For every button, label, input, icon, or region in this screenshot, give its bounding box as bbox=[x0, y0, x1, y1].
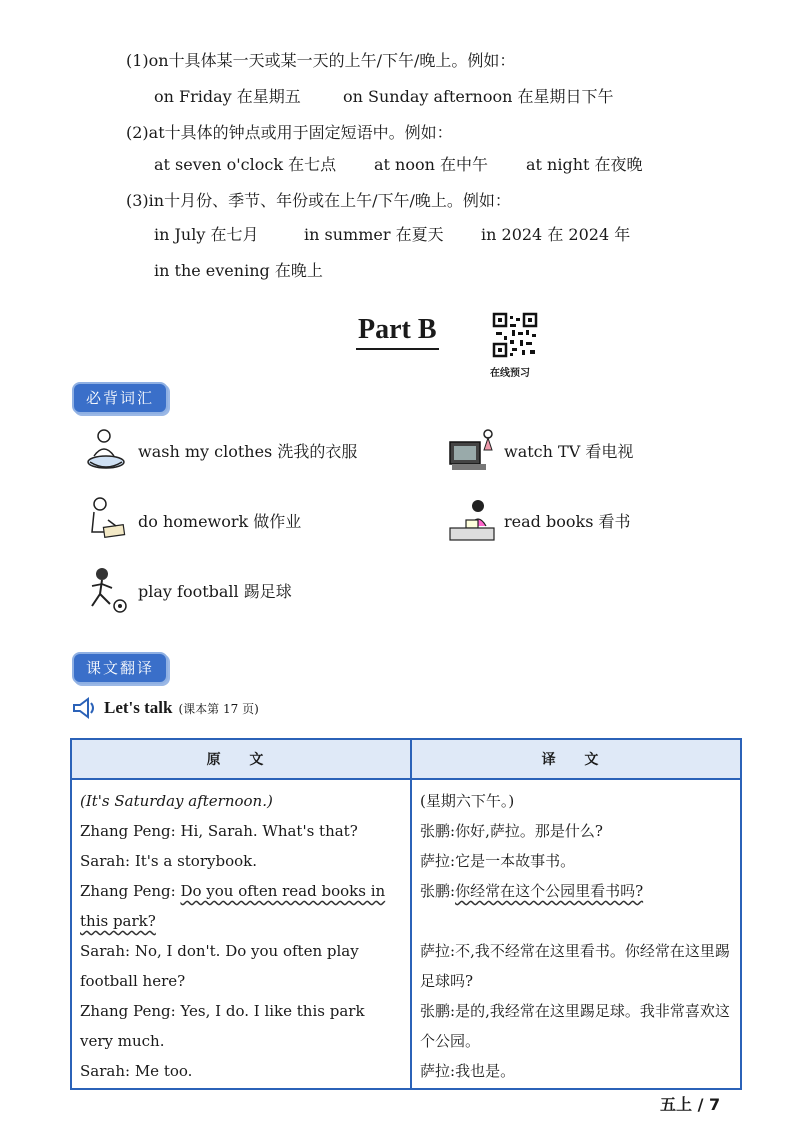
table-row bbox=[71, 996, 741, 1056]
rule-2-example: at night 在夜晚 bbox=[526, 155, 643, 174]
speaker: Zhang Peng: bbox=[80, 882, 176, 900]
table-row bbox=[71, 816, 741, 846]
speaker: Zhang Peng: bbox=[80, 1002, 176, 1020]
translation-table bbox=[70, 738, 742, 1090]
vocab-text: watch TV 看电视 bbox=[504, 441, 634, 461]
zh-line: 你经常在这个公园里看书吗? bbox=[455, 882, 644, 900]
football-icon bbox=[82, 566, 130, 614]
speaker: 萨拉: bbox=[420, 852, 456, 870]
speaker: 张鹏: bbox=[420, 822, 456, 840]
reading-icon bbox=[448, 496, 496, 544]
talk-ref: (课本第 17 页) bbox=[178, 701, 259, 716]
vocab-text: wash my clothes 洗我的衣服 bbox=[138, 441, 358, 461]
part-title: Part B bbox=[356, 316, 439, 350]
table-row bbox=[71, 846, 741, 876]
rule-2-example: at noon 在中午 bbox=[374, 155, 489, 174]
table-row bbox=[71, 1056, 741, 1089]
rule-1-example: on Friday 在星期五 bbox=[154, 87, 301, 106]
header-translation: 译 文 bbox=[411, 739, 741, 779]
en-line: Do you often read books in this park? bbox=[80, 882, 386, 930]
rule-3-example: in the evening 在晚上 bbox=[154, 261, 323, 280]
table-row bbox=[71, 876, 741, 936]
speaker: Sarah: bbox=[80, 1062, 131, 1080]
qr-code-icon[interactable] bbox=[492, 312, 538, 358]
vocab-item bbox=[448, 426, 633, 474]
vocab-item bbox=[448, 496, 631, 544]
rule-3-example: in summer 在夏天 bbox=[304, 225, 444, 244]
speaker: Sarah: bbox=[80, 942, 131, 960]
table-row bbox=[71, 936, 741, 996]
rule-2-text: (2)at十具体的钟点或用于固定短语中。例如： bbox=[126, 123, 453, 142]
vocab-text: do homework 做作业 bbox=[138, 511, 302, 531]
talk-heading bbox=[72, 697, 259, 719]
table-row bbox=[71, 779, 741, 816]
vocab-text: read books 看书 bbox=[504, 511, 631, 531]
zh-line: 不,我不经常在这里看书。你经常在这里踢足球吗? bbox=[420, 942, 730, 990]
en-line: Yes, I do. I like this park very much. bbox=[80, 1002, 365, 1050]
talk-title: Let's talk bbox=[104, 698, 173, 717]
header-original: 原 文 bbox=[71, 739, 411, 779]
vocab-text: play football 踢足球 bbox=[138, 581, 292, 601]
zh-line: (星期六下午。) bbox=[420, 792, 515, 810]
zh-line: 是的,我经常在这里踢足球。我非常喜欢这个公园。 bbox=[420, 1002, 730, 1050]
vocab-item bbox=[82, 426, 357, 474]
rule-2-example: at seven o'clock 在七点 bbox=[154, 155, 337, 174]
vocab-item bbox=[82, 566, 292, 614]
vocab-badge: 必背词汇 bbox=[72, 382, 168, 414]
qr-label: 在线预习 bbox=[490, 368, 530, 379]
translation-badge: 课文翻译 bbox=[72, 652, 168, 684]
tv-icon bbox=[448, 426, 496, 474]
homework-icon bbox=[82, 496, 130, 544]
en-line: No, I don't. Do you often play football here? bbox=[80, 942, 359, 990]
rule-1-text: (1)on十具体某一天或某一天的上午/下午/晚上。例如： bbox=[126, 51, 516, 70]
speaker: 萨拉: bbox=[420, 1062, 456, 1080]
speaker: 萨拉: bbox=[420, 942, 456, 960]
rule-3-example: in July 在七月 bbox=[154, 225, 259, 244]
vocab-item bbox=[82, 496, 301, 544]
rule-3-example: in 2024 在 2024 年 bbox=[481, 225, 631, 244]
zh-line: 你好,萨拉。那是什么? bbox=[455, 822, 603, 840]
speaker: 张鹏: bbox=[420, 1002, 456, 1020]
en-line: (It's Saturday afternoon.) bbox=[80, 792, 273, 810]
speaker: Zhang Peng: bbox=[80, 822, 176, 840]
en-line: Me too. bbox=[134, 1062, 193, 1080]
en-line: It's a storybook. bbox=[134, 852, 258, 870]
washing-clothes-icon bbox=[82, 426, 130, 474]
en-line: Hi, Sarah. What's that? bbox=[180, 822, 358, 840]
rule-1-example: on Sunday afternoon 在星期日下午 bbox=[343, 87, 614, 106]
rule-3-text: (3)in十月份、季节、年份或在上午/下午/晚上。例如： bbox=[126, 191, 511, 210]
speaker: 张鹏: bbox=[420, 882, 456, 900]
megaphone-icon bbox=[72, 697, 96, 719]
zh-line: 我也是。 bbox=[455, 1062, 516, 1080]
zh-line: 它是一本故事书。 bbox=[455, 852, 576, 870]
speaker: Sarah: bbox=[80, 852, 131, 870]
page-number: 五上 / 7 bbox=[660, 1095, 721, 1114]
